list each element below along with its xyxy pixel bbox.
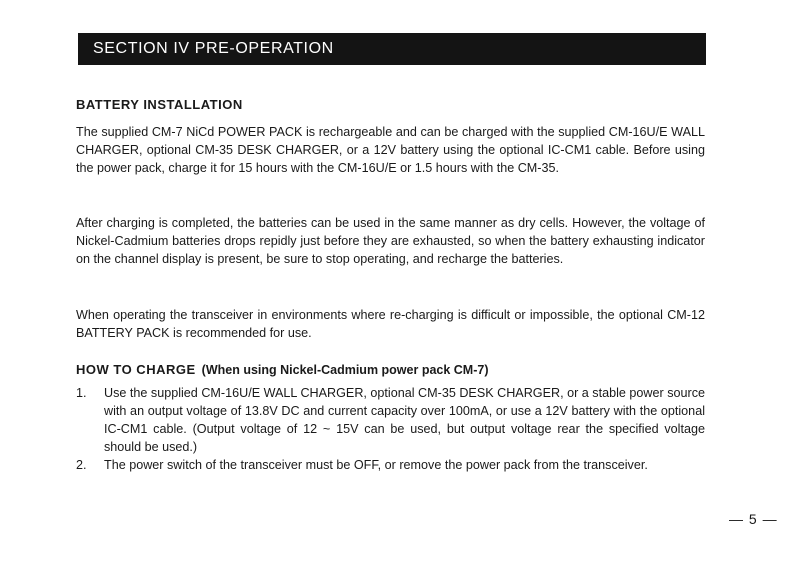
how-to-charge-heading — [76, 362, 489, 377]
paragraph-recommended-pack: When operating the transceiver in environments where re-charging is difficult or impossible, the optional CM-12 BATTERY PACK is recommended for use. — [76, 308, 705, 340]
charge-steps-list — [76, 384, 705, 474]
section-banner — [78, 33, 706, 65]
section-title: SECTION IV PRE-OPERATION — [93, 40, 334, 57]
battery-installation-heading: BATTERY INSTALLATION — [76, 97, 243, 112]
how-to-charge-subtitle: (When using Nickel-Cadmium power pack CM-7) — [201, 363, 489, 377]
paragraph-power-pack: The supplied CM-7 NiCd POWER PACK is rechargeable and can be charged with the supplied CM-16U/E WALL CHARGER, optional CM-35 DESK CHARGER, or a 12V battery using the optional IC-CM1 cable. Before using the power pack, charge it for 15 hours with the CM-16U/E or 1.5 hours with the CM-35. — [76, 125, 705, 175]
step-text: Use the supplied CM-16U/E WALL CHARGER, optional CM-35 DESK CHARGER, or a stable power source with an output voltage of 13.8V DC and current capacity over 100mA, or use a 12V battery with the optional IC-CM1 cable. (Output voltage of 12 ~ 15V can be used, but output voltage rear the specified voltage should be used.) — [104, 386, 705, 454]
step-text: The power switch of the transceiver must be OFF, or remove the power pack from the transceiver. — [104, 458, 648, 472]
page-number: — 5 — — [729, 511, 778, 527]
charge-step — [76, 456, 705, 474]
step-number: 2. — [76, 458, 87, 472]
step-number: 1. — [76, 386, 87, 400]
how-to-charge-title: HOW TO CHARGE — [76, 362, 196, 377]
paragraph-after-charging: After charging is completed, the batteries can be used in the same manner as dry cells. However, the voltage of Nickel-Cadmium batteries drops repidly just before they are exhausted, so when the battery exhausting indicator on the channel display is present, be sure to stop operating, and recharge the batteries. — [76, 216, 705, 266]
charge-step — [76, 384, 705, 456]
